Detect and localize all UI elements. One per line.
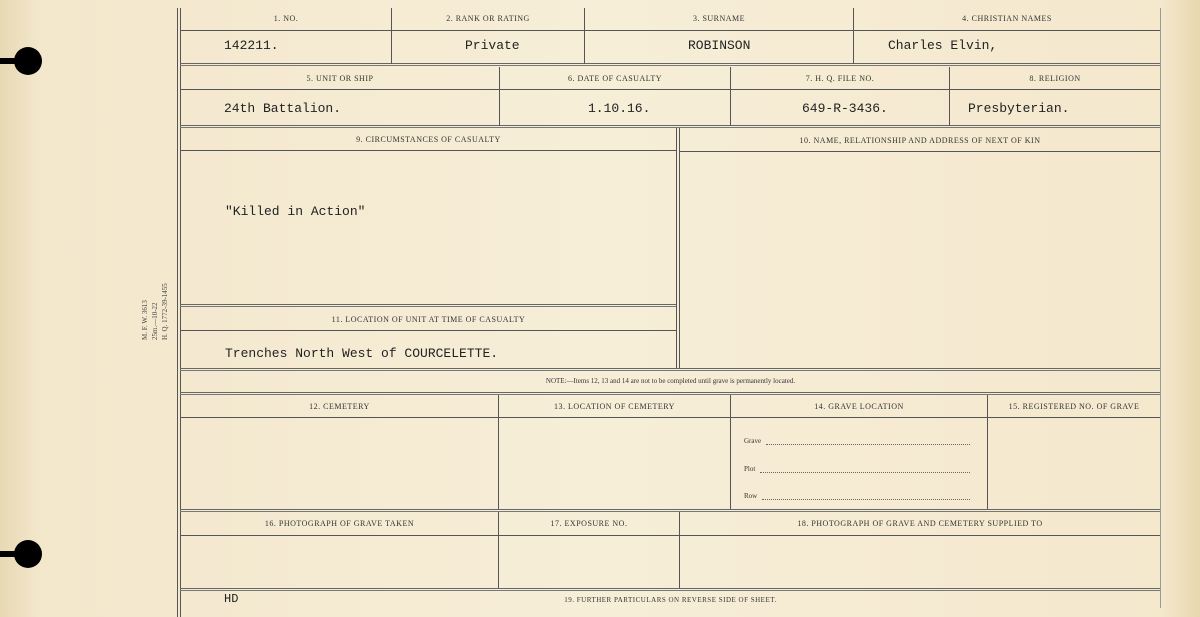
label-rank: 2. RANK OR RATING	[446, 14, 530, 23]
value-circumstances: "Killed in Action"	[225, 204, 366, 219]
label-number: 1. NO.	[273, 14, 299, 23]
label-unit: 5. UNIT OR SHIP	[306, 74, 374, 83]
value-unit: 24th Battalion.	[224, 101, 342, 116]
divider	[676, 128, 677, 368]
right-border	[1160, 8, 1161, 608]
row1-bottom-rule	[180, 63, 1160, 66]
grave-field-line	[766, 444, 970, 445]
label-religion: 8. RELIGION	[1029, 74, 1081, 83]
value-religion: Presbyterian.	[968, 101, 1070, 116]
rule	[180, 535, 1160, 536]
divider	[679, 128, 680, 368]
value-hq-file-no: 649-R-3436.	[802, 101, 888, 116]
row-field-line	[762, 499, 970, 500]
label-grave-location: 14. GRAVE LOCATION	[814, 402, 904, 411]
rule	[180, 417, 1160, 418]
row1-label-rule	[180, 30, 1160, 31]
rule	[180, 588, 1160, 591]
rule	[180, 150, 676, 151]
label-photograph-taken: 16. PHOTOGRAPH OF GRAVE TAKEN	[264, 519, 415, 528]
rule	[180, 509, 1160, 512]
left-border	[177, 8, 178, 617]
label-circumstances: 9. CIRCUMSTANCES OF CASUALTY	[356, 135, 501, 144]
row2-label-rule	[180, 89, 1160, 90]
note-text: NOTE:—Items 12, 13 and 14 are not to be completed until grave is permanently located.	[545, 377, 796, 385]
label-further-particulars: 19. FURTHER PARTICULARS ON REVERSE SIDE OF SHEET.	[564, 596, 777, 604]
value-christian-names: Charles Elvin,	[888, 38, 998, 53]
label-christian-names: 4. CHRISTIAN NAMES	[962, 14, 1052, 23]
label-exposure-no: 17. EXPOSURE NO.	[550, 519, 628, 528]
divider	[987, 395, 988, 509]
plot-field-line	[760, 472, 970, 473]
plot-field-label: Plot	[744, 465, 756, 473]
label-next-of-kin: 10. NAME, RELATIONSHIP AND ADDRESS OF NEXT OF KIN	[799, 136, 1041, 145]
value-location-of-unit: Trenches North West of COURCELETTE.	[225, 346, 499, 361]
rule	[180, 368, 1160, 371]
label-photograph-supplied-to: 18. PHOTOGRAPH OF GRAVE AND CEMETERY SUPPLIED TO	[797, 519, 1043, 528]
rule	[180, 330, 676, 331]
rule	[180, 304, 676, 307]
label-registered-no: 15. REGISTERED NO. OF GRAVE	[1008, 402, 1140, 411]
value-rank: Private	[465, 38, 520, 53]
label-surname: 3. SURNAME	[692, 14, 746, 23]
grave-field-label: Grave	[744, 437, 762, 445]
initials: HD	[224, 592, 239, 606]
label-location-of-unit: 11. LOCATION OF UNIT AT TIME OF CASUALTY	[331, 315, 526, 324]
label-location-of-cemetery: 13. LOCATION OF CEMETERY	[554, 402, 675, 411]
label-cemetery: 12. CEMETERY	[309, 402, 370, 411]
row2-bottom-rule	[180, 125, 1160, 128]
value-number: 142211.	[224, 38, 279, 53]
rule	[180, 392, 1160, 395]
row-field-label: Row	[744, 492, 758, 500]
form-code-line: H. Q. 1772-39-1455	[161, 283, 169, 340]
punch-hole-bottom	[14, 540, 42, 568]
divider	[730, 395, 731, 509]
value-surname: ROBINSON	[688, 38, 751, 53]
label-date-of-casualty: 6. DATE OF CASUALTY	[567, 74, 663, 83]
label-hq-file-no: 7. H. Q. FILE NO.	[805, 74, 875, 83]
form-code-line: M. F. W. 3613	[141, 300, 149, 340]
form-code	[140, 280, 190, 340]
punch-hole-top	[14, 47, 42, 75]
rule	[680, 151, 1160, 152]
form-code-line: 25m.—10-22	[151, 302, 159, 340]
value-date-of-casualty: 1.10.16.	[588, 101, 651, 116]
divider	[498, 395, 499, 509]
